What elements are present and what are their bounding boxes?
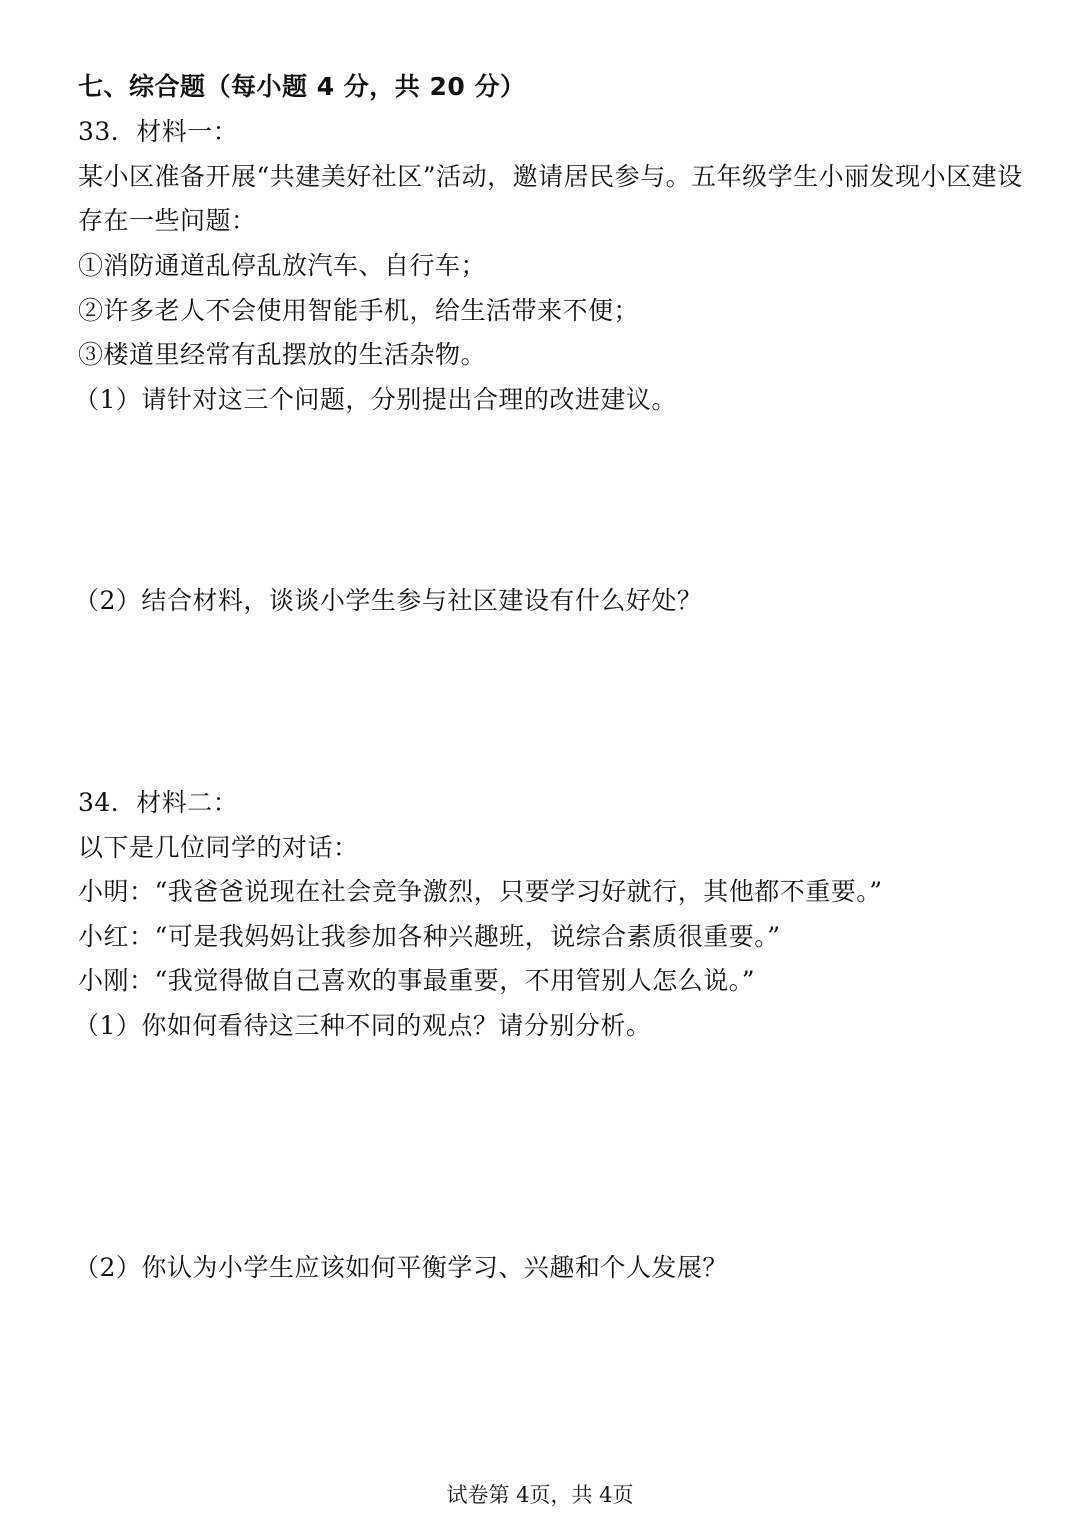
q33-problem-item-3: ③楼道里经常有乱摆放的生活杂物。 bbox=[78, 340, 487, 369]
q34-sub-question-2: （2）你认为小学生应该如何平衡学习、兴趣和个人发展？ bbox=[74, 1253, 728, 1282]
q34-intro: 以下是几位同学的对话： bbox=[78, 833, 359, 862]
q34-number-label: 34．材料二： bbox=[78, 788, 239, 817]
q34-dialogue-xiaoming: 小明：“我爸爸说现在社会竞争激烈，只要学习好就行，其他都不重要。” bbox=[78, 877, 883, 906]
section-heading: 七、综合题（每小题 4 分，共 20 分） bbox=[78, 72, 526, 101]
q33-number-label: 33．材料一： bbox=[78, 117, 239, 146]
q34-dialogue-xiaogang: 小刚：“我觉得做自己喜欢的事最重要，不用管别人怎么说。” bbox=[78, 966, 756, 995]
q33-sub-question-2: （2）结合材料，谈谈小学生参与社区建设有什么好处？ bbox=[74, 586, 703, 615]
q33-material-line-2: 存在一些问题： bbox=[78, 206, 257, 235]
q34-dialogue-xiaohong: 小红：“可是我妈妈让我参加各种兴趣班，说综合素质很重要。” bbox=[78, 922, 781, 951]
page-footer: 试卷第 4页，共 4页 bbox=[446, 1483, 634, 1507]
q33-problem-item-2: ②许多老人不会使用智能手机，给生活带来不便； bbox=[78, 296, 640, 325]
q34-sub-question-1: （1）你如何看待这三种不同的观点？请分别分析。 bbox=[74, 1011, 652, 1040]
q33-material-line-1: 某小区准备开展“共建美好社区”活动，邀请居民参与。五年级学生小丽发现小区建设 bbox=[78, 162, 1023, 191]
q33-sub-question-1: （1）请针对这三个问题，分别提出合理的改进建议。 bbox=[74, 385, 677, 414]
q33-problem-item-1: ①消防通道乱停乱放汽车、自行车； bbox=[78, 251, 487, 280]
